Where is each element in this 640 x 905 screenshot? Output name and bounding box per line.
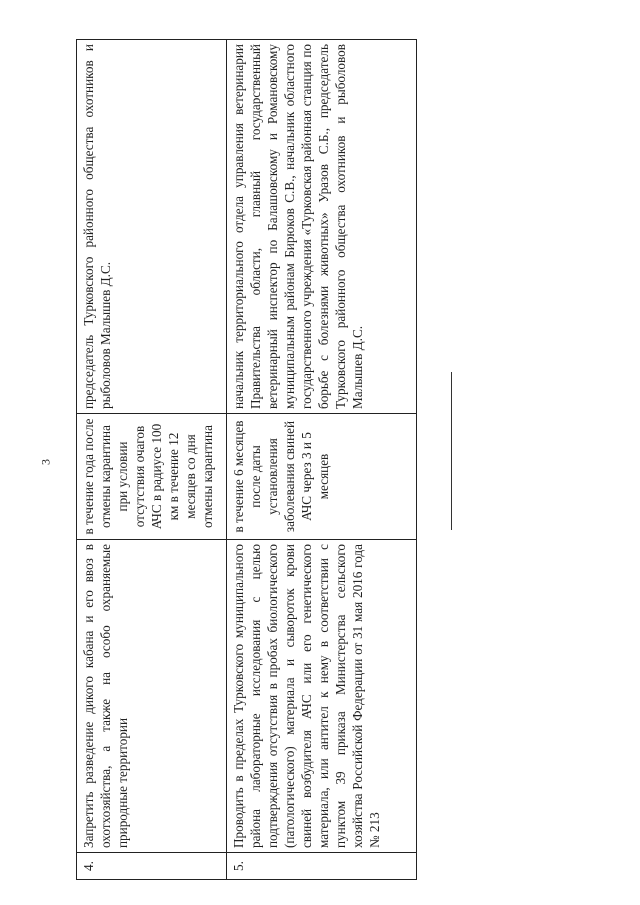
measure-cell: Проводить в пределах Турковского муниципального района лабораторные исследования с целью подтверждения отсутствия в пробах биологического (патологического) материала и сывороток крови свиней возбудителя АЧС или его генетического материала, или антител к нему в соответствии с пунктом 39 приказа Министерства сельского хозяйства Российской Федерации от 31 мая 2016 года № 213 (227, 540, 417, 853)
term-cell: в течение 6 месяцев после даты установления заболевания свиней АЧС через 3 и 5 месяцев (227, 414, 417, 540)
table-row (77, 40, 227, 880)
table-row (227, 40, 417, 880)
rotated-table-container (76, 40, 416, 880)
separator-line (451, 372, 452, 530)
page-number: 3 (38, 459, 53, 465)
term-cell: в течение года после отмены карантина при условии отсутствия очагов АЧС в радиусе 100 км в течение 12 месяцев со дня отмены карантина (77, 414, 227, 540)
row-number: 5. (227, 853, 417, 880)
responsible-cell: председатель Турковского районного общества охотников и рыболовов Малышев Д.С. (77, 40, 227, 414)
row-number: 4. (77, 853, 227, 880)
measure-cell: Запретить разведение дикого кабана и его ввоз в охотхозяйства, а также на особо охраняемые природные территории (77, 540, 227, 853)
measures-table (76, 39, 417, 880)
responsible-cell: начальник территориального отдела управления ветеринарии Правительства области, главный государственный ветеринарный инспектор по Балашовскому и Романовскому муниципальным районам Бирюков С.В., начальник областного государственного учреждения «Турковская районная станция по борьбе с болезнями животных» Уразов С.Б., председатель Турковского районного общества охотников и рыболовов Малышев Д.С. (227, 40, 417, 414)
